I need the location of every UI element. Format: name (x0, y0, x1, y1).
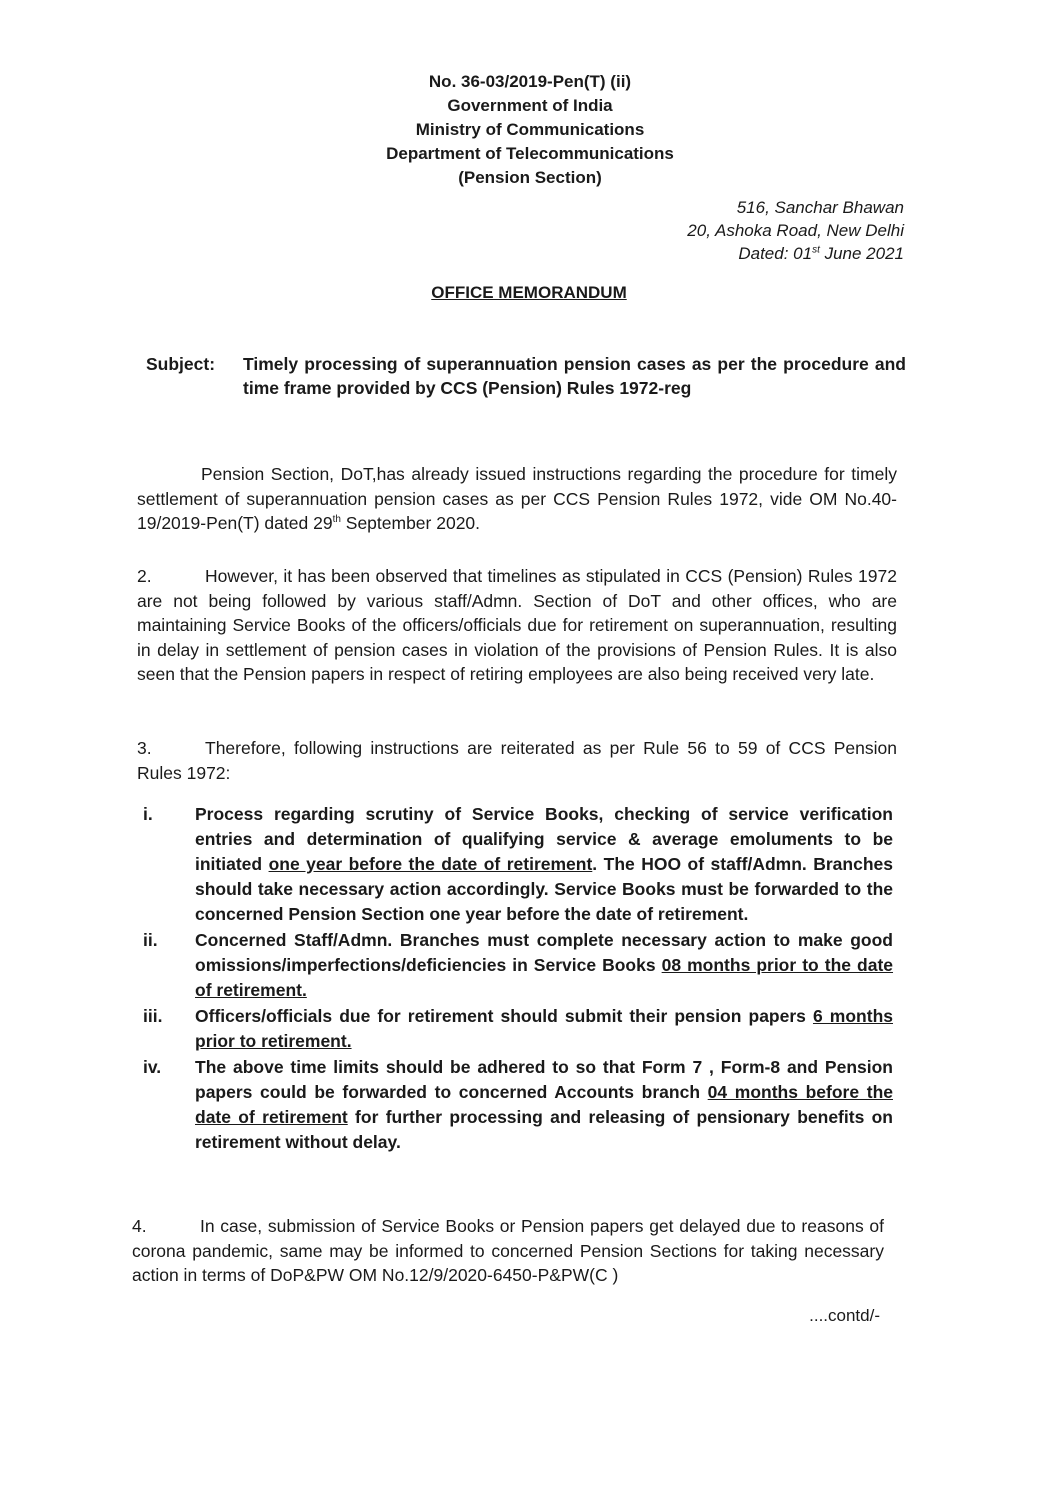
paragraph-4 (132, 1214, 884, 1288)
reference-number: No. 36-03/2019-Pen(T) (ii) (428, 72, 632, 91)
letterhead (300, 70, 760, 190)
list-item-text: Process regarding scrutiny of Service Books, checking of service verification entries and determination of qualifying service & average emoluments to be initiated (195, 804, 893, 874)
address-line-1: 516, Sanchar Bhawan (736, 198, 904, 217)
list-item-text-end: . The HOO of staff/Admn. Branches should take necessary action accordingly. Service Books must be forwarded to the concerned Pension Section one year before the date of retirement. (195, 854, 893, 924)
paragraph-1 (137, 462, 897, 536)
paragraph-3-text: Therefore, following instructions are reiterated as per Rule 56 to 59 of CCS Pension Rules 1972: (137, 738, 897, 783)
paragraph-1-superscript: th (332, 514, 341, 526)
date-prefix: Dated: 01 (738, 244, 813, 263)
address-block (687, 196, 904, 265)
date-superscript: st (812, 244, 820, 256)
paragraph-3-number: 3. (137, 738, 152, 758)
date-rest: June 2021 (819, 244, 904, 263)
subject-label: Subject: (146, 354, 216, 374)
document-title: OFFICE MEMORANDUM (431, 283, 627, 302)
list-item-numeral: iv. (143, 1057, 162, 1077)
paragraph-4-number: 4. (132, 1216, 147, 1236)
list-item-underlined: 6 months prior to retirement. (195, 1006, 893, 1051)
paragraph-2 (137, 564, 897, 687)
list-item-text: The above time limits should be adhered to so that Form 7 , Form-8 and Pension papers could be forwarded to concerned Accounts branch (195, 1057, 893, 1102)
list-item-text-end: for further processing and releasing of pensionary benefits on retirement without delay. (195, 1107, 893, 1152)
instruction-list (143, 802, 893, 1156)
list-item-numeral: i. (143, 804, 153, 824)
list-item-underlined: one year before the date of retirement (268, 854, 593, 874)
list-item-underlined: 04 months before the date of retirement (195, 1082, 893, 1127)
list-item-underlined: 08 months prior to the date of retirement. (195, 955, 894, 1000)
list-item-numeral: iii. (143, 1006, 163, 1026)
list-item (143, 1055, 893, 1155)
paragraph-1-text: Pension Section, DoT,has already issued instructions regarding the procedure for timely settlement of superannuation pension cases as per CCS Pension Rules 1972, vide OM No.40-19/2019-Pen(T) dated 29 (137, 464, 897, 533)
address-line-2: 20, Ashoka Road, New Delhi (687, 221, 904, 240)
list-item (143, 1004, 893, 1054)
list-item-text: Concerned Staff/Admn. Branches must complete necessary action to make good omissions/imperfections/deficiencies in Service Books (195, 930, 893, 975)
subject-block (146, 352, 906, 400)
list-item (143, 928, 893, 1003)
section-line: (Pension Section) (458, 168, 602, 187)
government-line: Government of India (447, 96, 613, 115)
paragraph-1-text-end: September 2020. (340, 513, 481, 533)
list-item (143, 802, 893, 927)
paragraph-3 (137, 736, 897, 785)
list-item-numeral: ii. (143, 930, 158, 950)
paragraph-2-number: 2. (137, 566, 152, 586)
paragraph-2-text: However, it has been observed that timelines as stipulated in CCS (Pension) Rules 1972 are not being followed by various staff/Admn. Section of DoT and other offices, who are maintaining Service Books of the officers/officials due for retirement on superannuation, resulting in delay in settlement of pension cases in violation of the provisions of Pension Rules. It is also seen that the Pension papers in respect of retiring employees are also being received very late. (137, 566, 897, 684)
ministry-line: Ministry of Communications (415, 120, 645, 139)
department-line: Department of Telecommunications (386, 144, 674, 163)
date-line (687, 242, 904, 265)
list-item-text: Officers/officials due for retirement should submit their pension papers (195, 1006, 813, 1026)
paragraph-4-text: In case, submission of Service Books or Pension papers get delayed due to reasons of corona pandemic, same may be informed to concerned Pension Sections for taking necessary action in terms of DoP&PW OM No.12/9/2020-6450-P&PW(C ) (132, 1216, 884, 1285)
subject-text: Timely processing of superannuation pension cases as per the procedure and time frame provided by CCS (Pension) Rules 1972-reg (243, 354, 906, 398)
continued-marker: ....contd/- (809, 1306, 880, 1325)
